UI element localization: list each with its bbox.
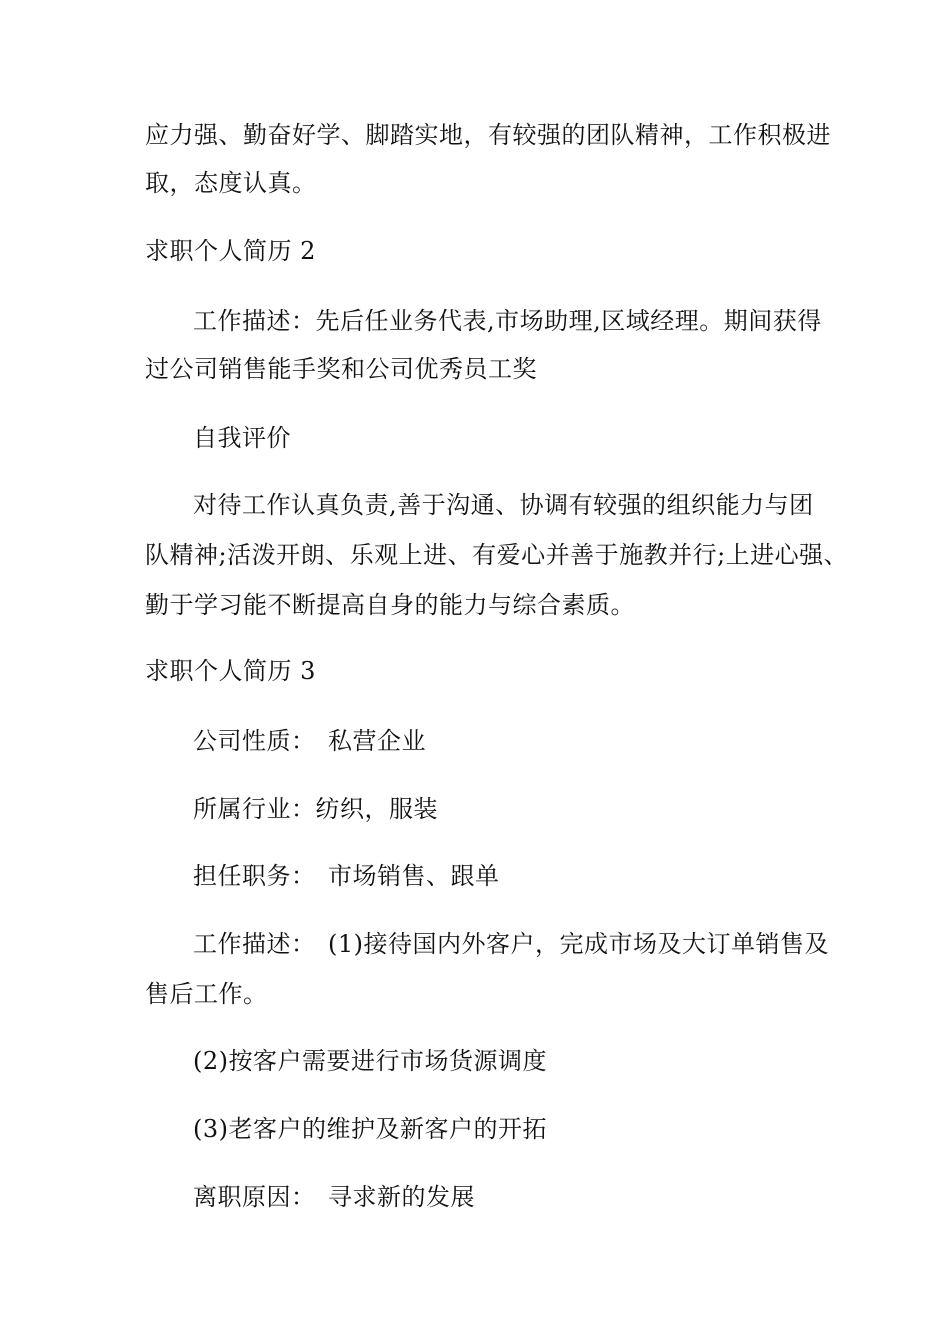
- paragraph-line: (2)按客户需要进行市场货源调度: [193, 1047, 547, 1075]
- subsection-heading: 自我评价: [193, 424, 291, 452]
- field-line: 所属行业：纺织，服装: [193, 795, 438, 823]
- field-line: 担任职务： 市场销售、跟单: [193, 862, 500, 890]
- paragraph-line: 队精神;活泼开朗、乐观上进、有爱心并善于施教并行;上进心强、: [145, 541, 849, 569]
- paragraph-line: (3)老客户的维护及新客户的开拓: [193, 1115, 547, 1143]
- paragraph-line: 工作描述： (1)接待国内外客户，完成市场及大订单销售及: [193, 930, 829, 958]
- paragraph-line: 工作描述：先后任业务代表,市场助理,区域经理。期间获得: [193, 307, 822, 335]
- paragraph-line: 对待工作认真负责,善于沟通、协调有较强的组织能力与团: [193, 491, 814, 519]
- paragraph-line: 过公司销售能手奖和公司优秀员工奖: [145, 355, 537, 383]
- section-heading: 求职个人简历 2: [145, 237, 316, 265]
- paragraph-line: 售后工作。: [145, 980, 268, 1008]
- section-heading: 求职个人简历 3: [145, 657, 316, 685]
- field-line: 离职原因： 寻求新的发展: [193, 1183, 475, 1211]
- paragraph-line: 取，态度认真。: [145, 169, 317, 197]
- paragraph-line: 勤于学习能不断提高自身的能力与综合素质。: [145, 591, 635, 619]
- paragraph-line: 应力强、勤奋好学、脚踏实地，有较强的团队精神，工作积极进: [145, 121, 831, 149]
- field-line: 公司性质： 私营企业: [193, 727, 426, 755]
